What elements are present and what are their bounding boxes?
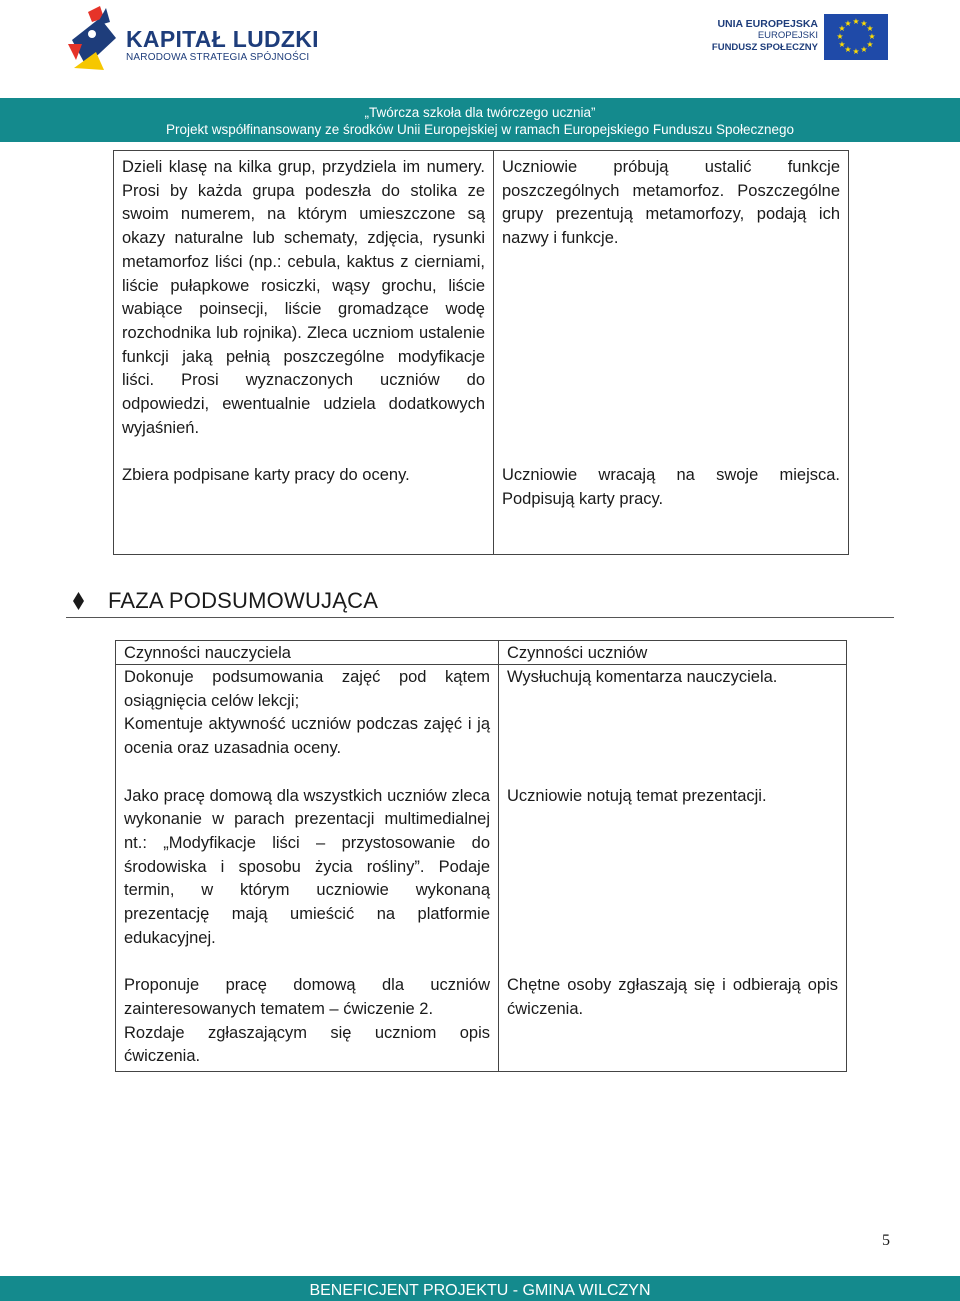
banner-slogan: „Twórcza szkoła dla twórczego ucznia” [364, 105, 596, 120]
student-activity-text: Chętne osoby zgłaszają się i odbierają opis ćwiczenia. [507, 976, 838, 1018]
ue-logo-line1: UNIA EUROPEJSKA [717, 18, 818, 30]
student-activities-cell [494, 151, 849, 555]
banner-cofinancing: Projekt współfinansowany ze środków Unii Europejskiej w ramach Europejskiego Funduszu Społecznego [165, 122, 795, 137]
svg-text:★: ★ [844, 19, 852, 28]
kapital-ludzki-subtitle: NARODOWA STRATEGIA SPÓJNOŚCI [126, 52, 310, 63]
student-activities-cell [499, 665, 847, 1072]
students-column-header: Czynności uczniów [499, 641, 847, 665]
summary-phase-table [115, 640, 847, 1072]
project-banner [0, 98, 960, 142]
svg-text:★: ★ [844, 45, 852, 54]
svg-text:★: ★ [866, 40, 874, 49]
diamond-bullet-icon [73, 592, 84, 610]
kapital-ludzki-logo [66, 4, 319, 76]
kapital-ludzki-title: KAPITAŁ LUDZKI [126, 26, 319, 52]
teacher-activities-cell [116, 665, 499, 1072]
svg-text:★: ★ [860, 19, 868, 28]
teacher-activity-text: Zbiera podpisane karty pracy do oceny. [122, 466, 410, 485]
svg-text:★: ★ [868, 32, 876, 41]
svg-text:★: ★ [852, 17, 860, 26]
ue-logo-line2: EUROPEJSKI [757, 30, 818, 41]
teacher-activity-text: Proponuje pracę domową dla uczniów zainteresowanych tematem – ćwiczenie 2. [124, 976, 490, 1018]
teacher-column-header: Czynności nauczyciela [116, 641, 499, 665]
teacher-activity-text: Jako pracę domową dla wszystkich uczniów zleca wykonanie w parach prezentacji multimedialnej nt.: „Modyfikacje liści – przystosowanie do środowiska i sposobu życia rośliny”. Podaje termin, w którym uczniowie wykonaną prezentację mają umieścić na platformie edukacyjnej. [124, 786, 490, 947]
section-divider [66, 617, 894, 618]
ue-logo-line3: FUNDUSZ SPOŁECZNY [711, 42, 818, 53]
student-activity-text: Uczniowie próbują ustalić funkcje poszczególnych metamorfoz. Poszczególne grupy prezentują metamorfozy, podają ich nazwy i funkcje. [502, 158, 840, 248]
table-row [114, 151, 849, 555]
student-activity-text: Wysłuchują komentarza nauczyciela. [507, 668, 778, 686]
eu-flag-icon [824, 14, 888, 60]
kapital-ludzki-emblem-icon [66, 4, 122, 74]
ue-logo-text [712, 18, 818, 54]
teacher-activity-text: Rozdaje zgłaszającym się uczniom opis ćwiczenia. [124, 1023, 490, 1066]
teacher-activity-text: Komentuje aktywność uczniów podczas zajęć i ją ocenia oraz uzasadnia oceny. [124, 715, 490, 758]
footer-beneficiary-bar: BENEFICJENT PROJEKTU - GMINA WILCZYN [0, 1276, 960, 1301]
student-activity-text: Uczniowie wracają na swoje miejsca. Podpisują karty pracy. [502, 465, 840, 508]
svg-text:★: ★ [860, 45, 868, 54]
table-row [116, 665, 847, 1072]
svg-text:★: ★ [836, 32, 844, 41]
ue-logo [711, 12, 894, 64]
table-header-row [116, 641, 847, 665]
teacher-activities-cell [114, 151, 494, 555]
svg-text:★: ★ [852, 47, 860, 56]
section-title: FAZA PODSUMOWUJĄCA [108, 588, 379, 613]
student-activity-text: Uczniowie notują temat prezentacji. [507, 786, 767, 805]
svg-text:★: ★ [866, 24, 874, 33]
svg-text:★: ★ [838, 24, 846, 33]
page-number: 5 [882, 1232, 890, 1249]
activities-table-continued [113, 150, 849, 555]
svg-text:★: ★ [838, 40, 846, 49]
teacher-activity-text: Dzieli klasę na kilka grup, przydziela im numery. Prosi by każda grupa podeszła do stolika ze swoim numerem, na którym umieszczone są okazy naturalne lub schematy, zdjęcia, rysunki metamorfoz liści (np.: cebula, kaktus z cierniami, liście pułapkowe rosiczki, wąsy grochu, liście wabiące poinsecji, liście gromadzące wodę rozchodnika lub rojnika). Zleca uczniom ustalenie funkcji jaką pełnią poszczególne modyfikacje liści. Prosi wyznaczonych uczniów do odpowiedzi, ewentualnie udziela dodatkowych wyjaśnień. [122, 158, 485, 437]
teacher-activity-text: Dokonuje podsumowania zajęć pod kątem osiągnięcia celów lekcji; [124, 668, 490, 710]
